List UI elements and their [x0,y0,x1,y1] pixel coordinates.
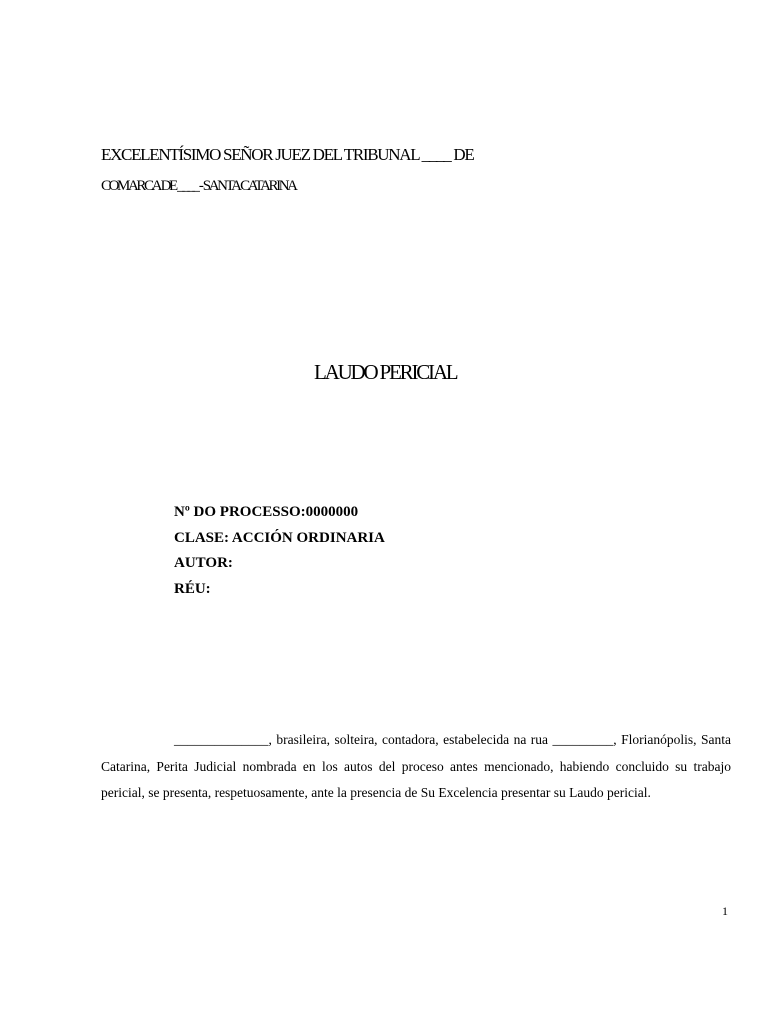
addressee-line-1: EXCELENTÍSIMO SEÑOR JUEZ DEL TRIBUNAL ____ DE [101,145,474,164]
case-defendant: RÉU: [174,580,211,597]
body-paragraph-text: ______________, brasileira, solteira, contadora, estabelecida na rua _________, Florianópolis, Santa Catarina, Perita Judicial nombrada en los autos del proceso antes mencionado, habiendo concluido su trabajo pericial, se presenta, respetuosamente, ante la presencia de Su Excelencia presentar su Laudo pericial. [101,732,731,800]
addressee-line-2: COMARCA DE ____ - SANTA CATARINA [101,178,296,194]
body-paragraph-block [101,727,731,807]
case-author: AUTOR: [174,555,233,571]
body-paragraph [101,727,731,807]
case-info-block [174,500,385,602]
case-class: CLASE: ACCIÓN ORDINARIA [174,529,385,546]
document-title: LAUDO PERICIAL [314,360,457,384]
process-number: Nº DO PROCESSO:0000000 [174,504,359,520]
page-number: 1 [722,904,728,918]
